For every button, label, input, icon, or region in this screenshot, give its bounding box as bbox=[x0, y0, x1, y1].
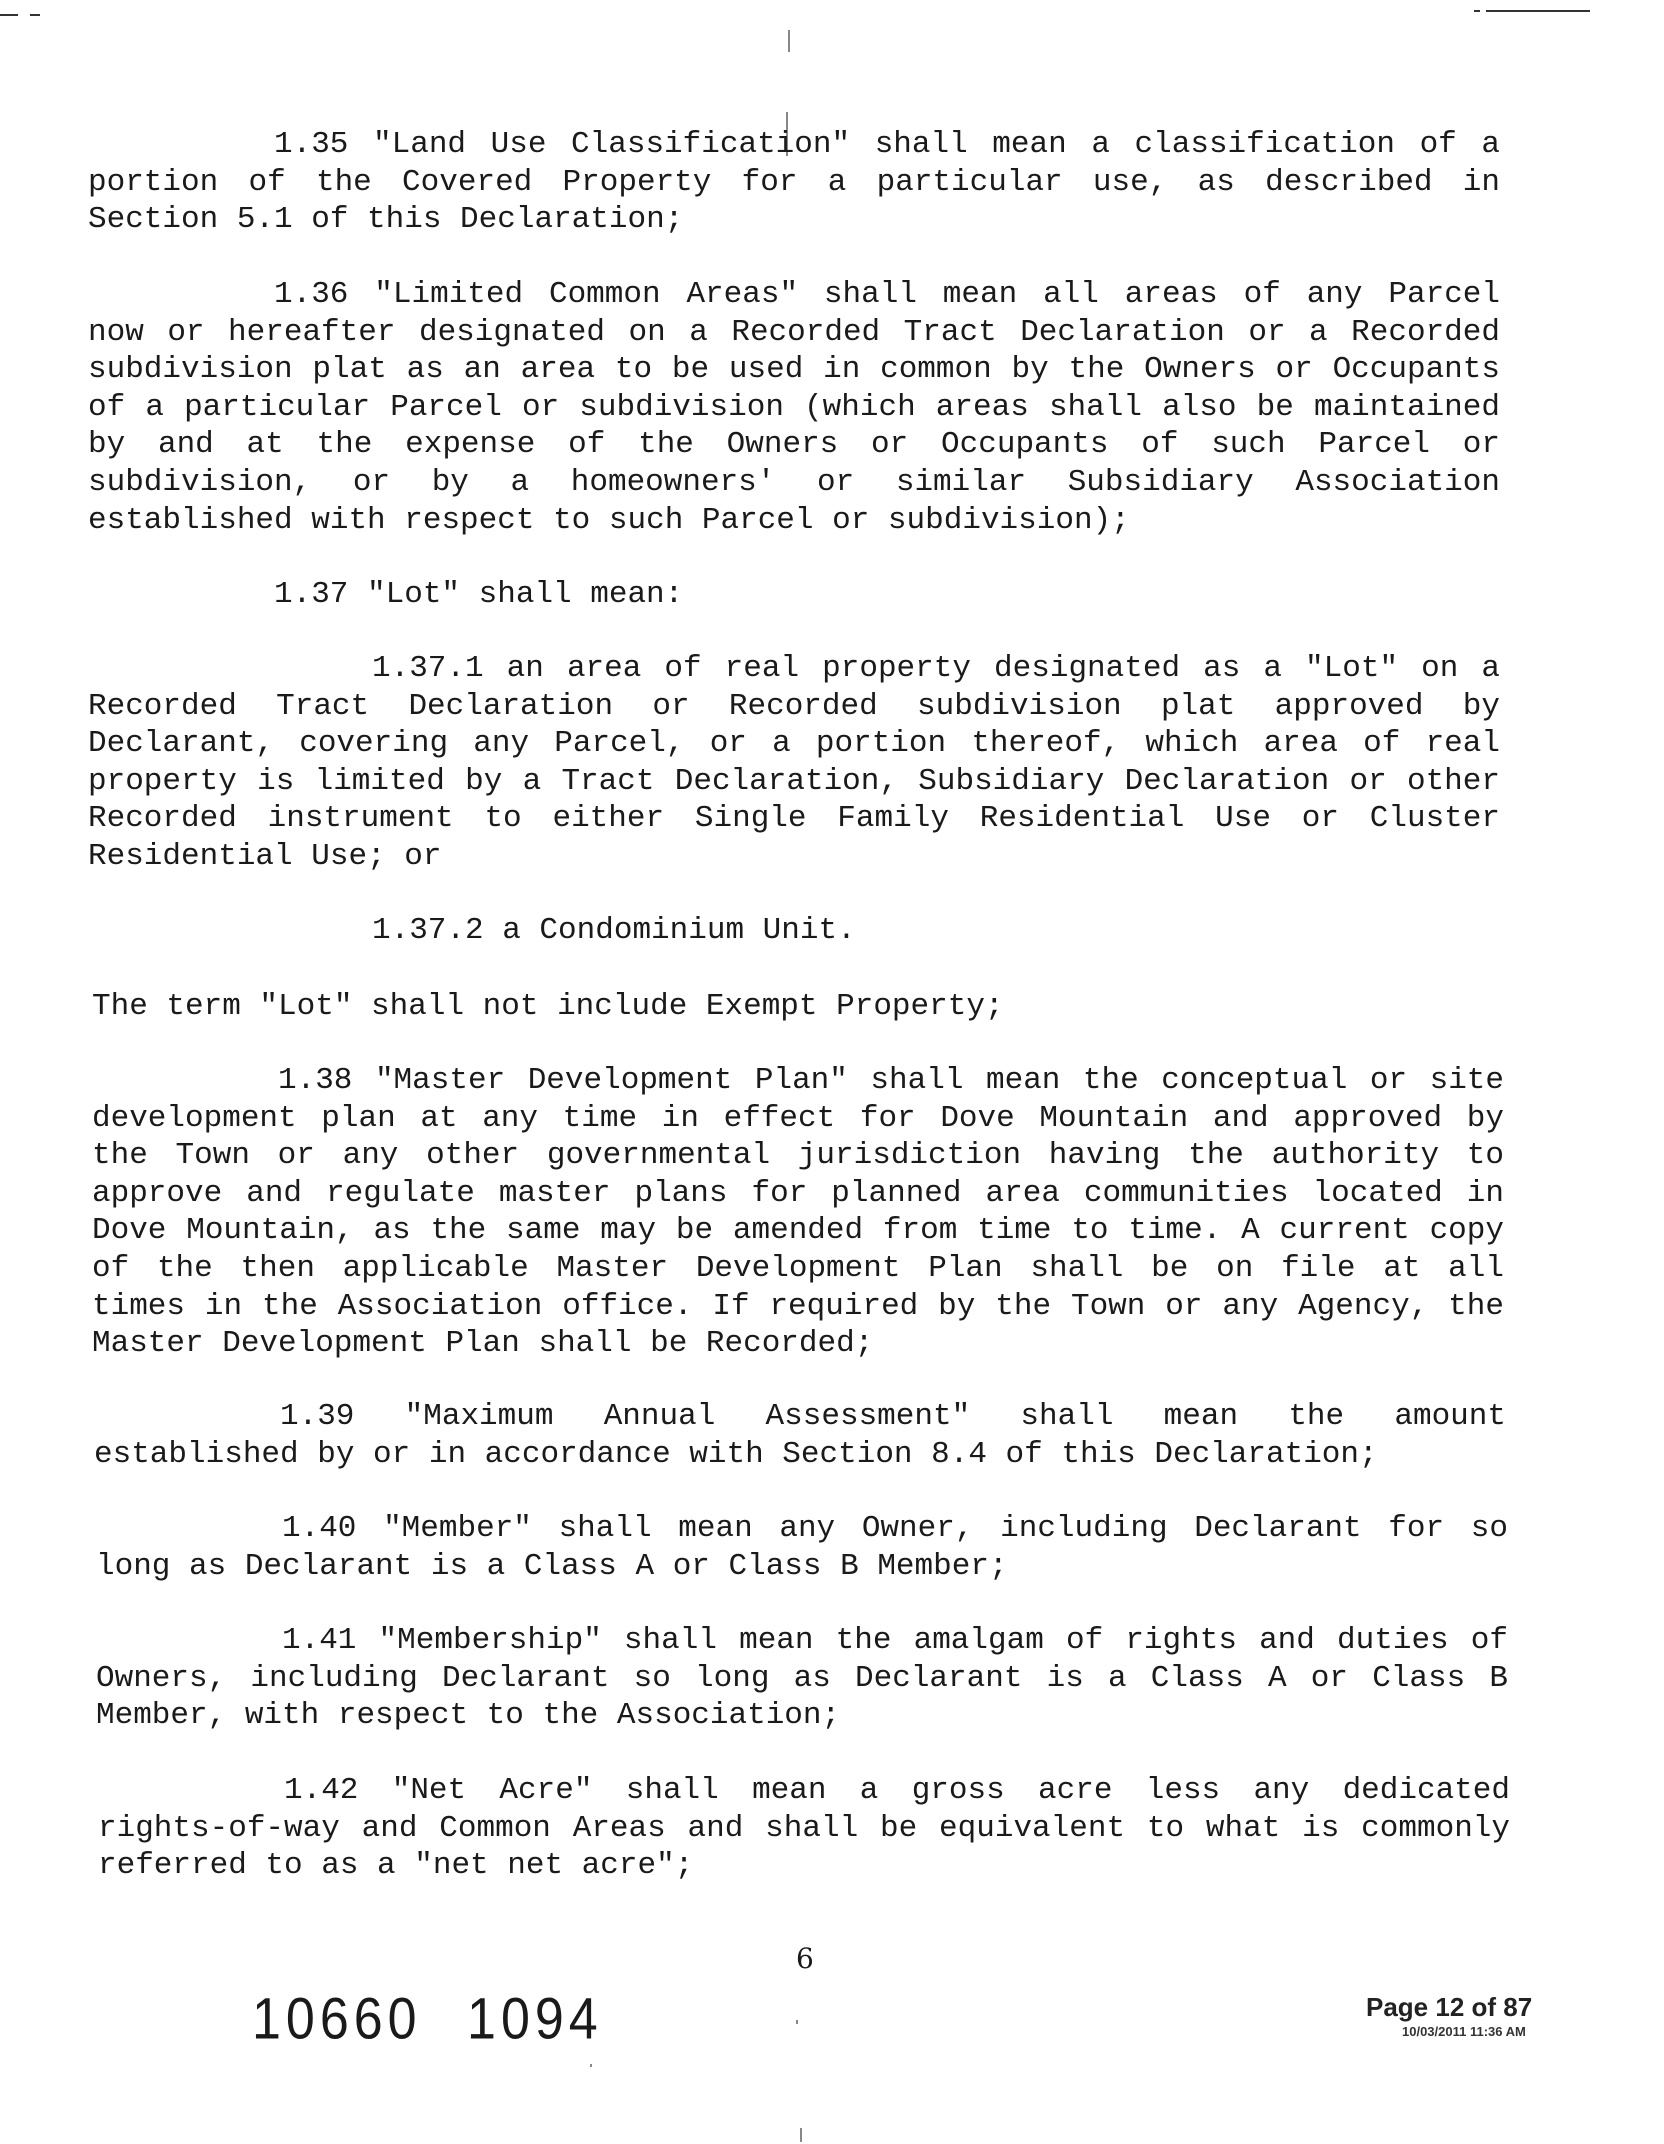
scan-speck bbox=[800, 2128, 802, 2142]
scan-mark-top-right-dash bbox=[1474, 10, 1480, 12]
recording-number: 10660 1094 bbox=[252, 1987, 603, 2053]
scan-speck bbox=[796, 2020, 798, 2024]
recording-timestamp: 10/03/2011 11:36 AM bbox=[1402, 2024, 1526, 2039]
scan-speck bbox=[788, 30, 790, 52]
page-count-stamp: Page 12 of 87 bbox=[1366, 1992, 1533, 2022]
paragraph-1-38: 1.38 "Master Development Plan" shall mean the conceptual or site development plan at any time in effect for Dove Mountain and approved by the Town or any other governmental jurisdiction having the authority to approve and regulate master plans for planned area communities located in Dove Mountain, as the same may be amended from time to time. A current copy of the then applicable Master Development Plan shall be on file at all times in the Association office. If required by the Town or any Agency, the Master Development Plan shall be Recorded; bbox=[92, 1063, 1504, 1362]
paragraph-1-35: 1.35 "Land Use Classification" shall mean a classification of a portion of the Covered Property for a particular use, as described in Section 5.1 of this Declaration; bbox=[88, 127, 1500, 238]
paragraph-1-39: 1.39 "Maximum Annual Assessment" shall mean the amount established by or in accordance with Section 8.4 of this Declaration; bbox=[94, 1399, 1506, 1472]
paragraph-1-37: 1.37 "Lot" shall mean: bbox=[274, 577, 684, 612]
paragraph-1-36: 1.36 "Limited Common Areas" shall mean all areas of any Parcel now or hereafter designated on a Recorded Tract Declaration or a Recorded subdivision plat as an area to be used in common by the Owners or Occupants of a particular Parcel or subdivision (which areas shall also be maintained by and at the expense of the Owners or Occupants of such Parcel or subdivision, or by a homeowners' or similar Subsidiary Association established with respect to such Parcel or subdivision); bbox=[88, 277, 1500, 538]
paragraph-lot-term: The term "Lot" shall not include Exempt Property; bbox=[92, 989, 1004, 1024]
paragraph-1-40: 1.40 "Member" shall mean any Owner, including Declarant for so long as Declarant is a Class A or Class B Member; bbox=[96, 1511, 1508, 1584]
scan-speck bbox=[590, 2064, 592, 2067]
paragraph-1-37-1: 1.37.1 an area of real property designated as a "Lot" on a Recorded Tract Declaration or Recorded subdivision plat approved by Declarant, covering any Parcel, or a portion thereof, which area of real property is limited by a Tract Declaration, Subsidiary Declaration or other Recorded instrument to either Single Family Residential Use or Cluster Residential Use; or bbox=[88, 651, 1500, 874]
paragraph-1-41: 1.41 "Membership" shall mean the amalgam of rights and duties of Owners, including Declarant so long as Declarant is a Class A or Class B Member, with respect to the Association; bbox=[96, 1623, 1508, 1734]
scan-mark-top-left bbox=[0, 14, 18, 16]
scan-mark-top-right bbox=[1486, 10, 1590, 12]
paragraph-1-37-2: 1.37.2 a Condominium Unit. bbox=[372, 913, 856, 948]
scan-mark-top-left-dash bbox=[30, 14, 40, 16]
paragraph-1-42: 1.42 "Net Acre" shall mean a gross acre less any dedicated rights-of-way and Common Areas and shall be equivalent to what is commonly referred to as a "net net acre"; bbox=[98, 1773, 1510, 1884]
page-number: 6 bbox=[796, 1942, 814, 1975]
